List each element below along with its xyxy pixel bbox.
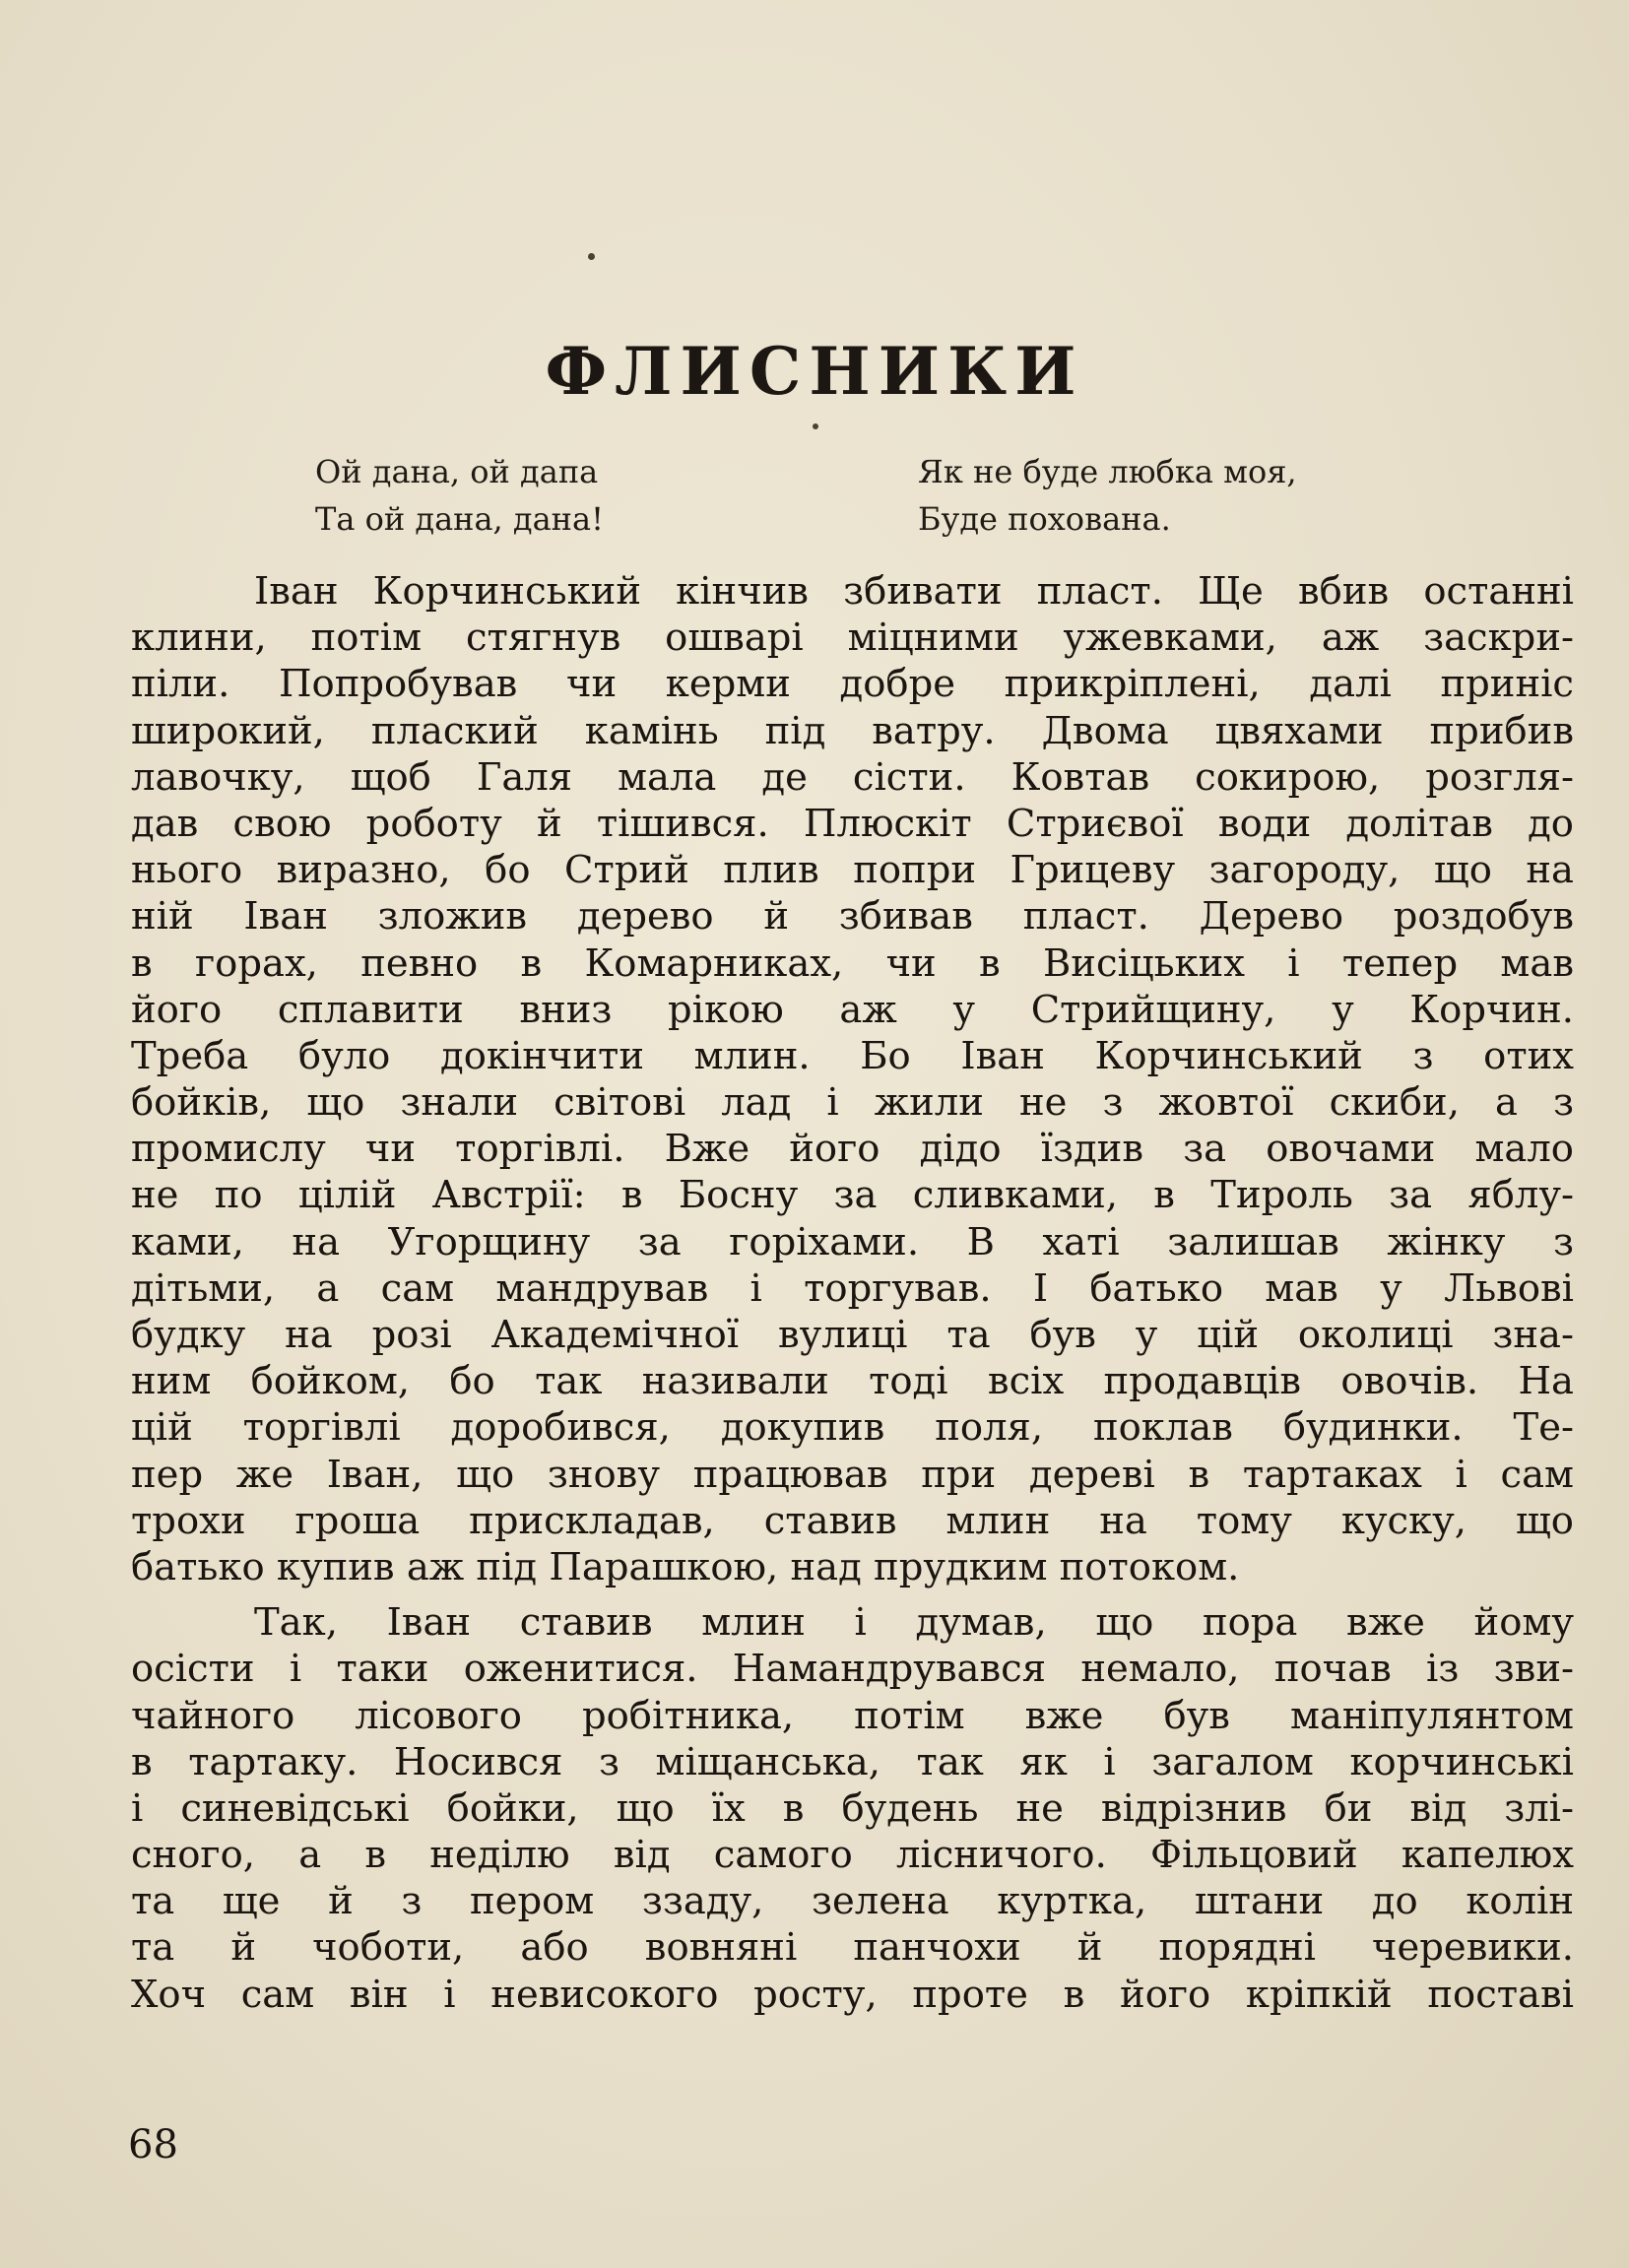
paragraph (131, 568, 1574, 1590)
paragraph (131, 1599, 1574, 2018)
text-line: та ще й з пером ззаду, зелена куртка, штани до колін (131, 1879, 1574, 1924)
text-line: широкий, плаский камінь під ватру. Двома цвяхами прибив (131, 708, 1574, 753)
text-line: в тартаку. Носився з міщанська, так як і загалом корчинські (131, 1739, 1574, 1784)
epigraph-line: Та ой дана, дана! (315, 500, 604, 538)
text-line: не по цілій Австрії: в Босну за сливками, в Тироль за яблу- (131, 1173, 1574, 1218)
text-line: трохи гроша прискладав, ставив млин на тому куску, що (131, 1498, 1574, 1543)
text-line: чайного лісового робітника, потім вже був маніпулянтом (131, 1693, 1574, 1738)
text-line: в горах, певно в Комарниках, чи в Висіцьких і тепер мав (131, 940, 1574, 986)
text-line: його сплавити вниз рікою аж у Стрийщину, у Корчин. (131, 987, 1574, 1032)
ink-speck (588, 253, 595, 260)
epigraph-left-column (315, 448, 604, 543)
text-line: промислу чи торгівлі. Вже його дідо їздив за овочами мало (131, 1127, 1574, 1172)
body-text (131, 568, 1574, 2018)
text-line: та й чоботи, або вовняні панчохи й порядні черевики. (131, 1925, 1574, 1971)
text-line: бойків, що знали світові лад і жили не з жовтої скиби, а з (131, 1080, 1574, 1126)
text-line: батько купив аж під Парашкою, над прудким потоком. (131, 1544, 1240, 1589)
text-line: цій торгівлі доробився, докупив поля, поклав будинки. Те- (131, 1405, 1574, 1451)
page-number: 68 (128, 2122, 178, 2168)
epigraph-line: Буде похована. (918, 500, 1171, 538)
text-line: осісти і таки оженитися. Намандрувався немало, почав із зви- (131, 1647, 1574, 1692)
text-line: піли. Попробував чи керми добре прикріплені, далі приніс (131, 662, 1574, 707)
text-line: Іван Корчинський кінчив збивати пласт. Ще вбив останні (254, 569, 1574, 614)
chapter-title: ФЛИСНИКИ (545, 333, 1084, 410)
text-line: будку на розі Академічної вулиці та був у цій околиці зна- (131, 1313, 1574, 1357)
text-line: Так, Іван ставив млин і думав, що пора вже йому (254, 1600, 1574, 1646)
text-line: сного, а в неділю від самого лісничого. Фільцовий капелюх (131, 1833, 1574, 1878)
ink-speck (813, 423, 818, 429)
text-line: лавочку, щоб Галя мала де сісти. Ковтав сокирою, розгля- (131, 754, 1574, 800)
epigraph-line: Як не буде любка моя, (918, 453, 1297, 490)
text-line: дітьми, а сам мандрував і торгував. І батько мав у Львові (131, 1265, 1574, 1311)
text-line: ній Іван зложив дерево й збивав пласт. Дерево роздобув (131, 894, 1574, 940)
text-line: і синевідські бойки, що їх в будень не відрізнив би від злі- (131, 1785, 1574, 1831)
text-line: ками, на Угорщину за горіхами. В хаті залишав жінку з (131, 1219, 1574, 1264)
text-line: дав свою роботу й тішився. Плюскіт Стриєвої води долітав до (131, 801, 1574, 846)
text-line: нього виразно, бо Стрий плив попри Грицеву загороду, що на (131, 848, 1574, 893)
epigraph-right-column (918, 448, 1297, 543)
text-line: клини, потім стягнув ошварі міцними ужевками, аж заскри- (131, 616, 1574, 661)
text-line: Треба було докінчити млин. Бо Іван Корчинський з отих (131, 1033, 1574, 1078)
text-line: ним бойком, бо так називали тоді всіх продавців овочів. На (131, 1359, 1574, 1404)
epigraph-line: Ой дана, ой дапа (315, 453, 599, 490)
text-line: пер же Іван, що знову працював при дереві в тартаках і сам (131, 1452, 1574, 1497)
text-line: Хоч сам він і невисокого росту, проте в його кріпкій поставі (131, 1972, 1574, 2017)
